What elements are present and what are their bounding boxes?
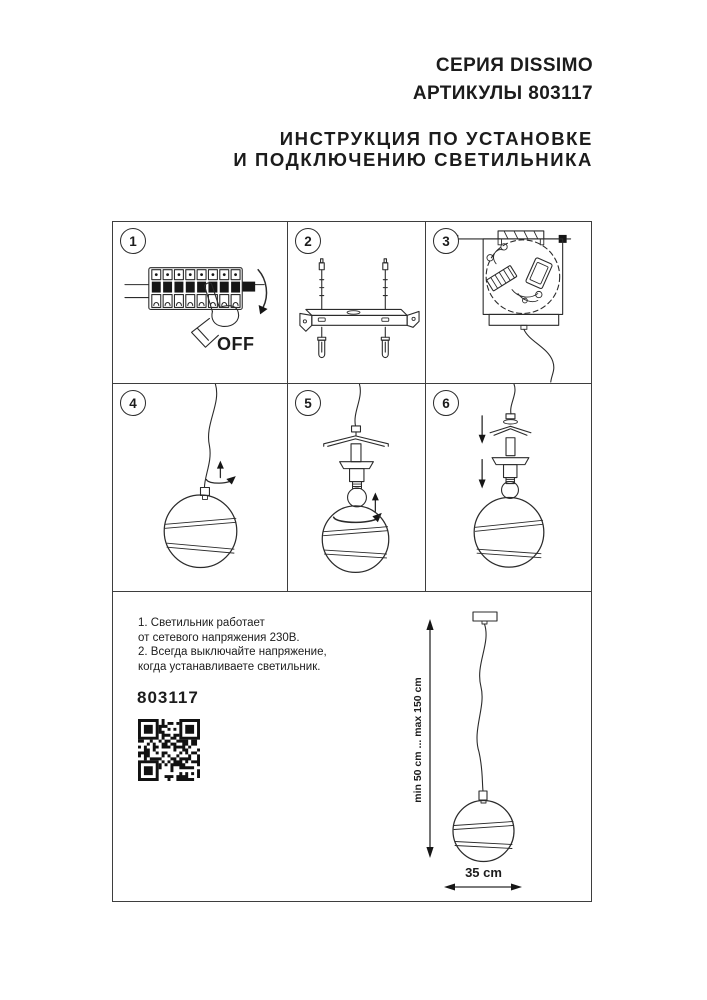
step-number: 3	[442, 233, 450, 249]
note-line: от сетевого напряжения 230В.	[138, 631, 300, 644]
step-4-number-badge	[120, 390, 146, 416]
series-title: СЕРИЯ DISSIMO	[435, 55, 593, 76]
step-number: 2	[304, 233, 312, 249]
note-line: 1. Светильник работает	[138, 617, 265, 629]
note-line: когда устанавливаете светильник.	[138, 661, 321, 674]
step-2-cell	[288, 222, 426, 384]
step-6-number-badge	[433, 390, 459, 416]
step-2-number-badge	[295, 228, 321, 254]
pendant-dimensions-drawing	[113, 592, 591, 901]
step-number: 1	[129, 233, 137, 249]
step-4-cell	[113, 384, 288, 592]
step-6-cell	[426, 384, 591, 592]
article-number: 803117	[137, 688, 199, 707]
height-range-label: min 50 cm ... max 150 cm	[412, 677, 424, 803]
instruction-title-line2: И ПОДКЛЮЧЕНИЮ СВЕТИЛЬНИКА	[233, 149, 593, 170]
step-3-number-badge	[433, 228, 459, 254]
steps-table	[112, 221, 592, 902]
width-label: 35 cm	[465, 865, 502, 880]
step-number: 4	[129, 395, 137, 411]
step-5-number-badge	[295, 390, 321, 416]
off-label: OFF	[217, 334, 255, 354]
step-3-cell	[426, 222, 591, 384]
step-1-cell	[113, 222, 288, 384]
articles-title: АРТИКУЛЫ 803117	[412, 83, 593, 104]
step-5-cell	[288, 384, 426, 592]
note-line: 2. Всегда выключайте напряжение,	[138, 646, 327, 659]
step-number: 6	[442, 395, 450, 411]
instruction-title-line1: ИНСТРУКЦИЯ ПО УСТАНОВКЕ	[279, 128, 593, 149]
step-number: 5	[304, 395, 312, 411]
step-1-number-badge	[120, 228, 146, 254]
document-header	[0, 52, 593, 170]
summary-panel	[113, 592, 591, 901]
globe-unscrew-icon	[113, 384, 287, 591]
